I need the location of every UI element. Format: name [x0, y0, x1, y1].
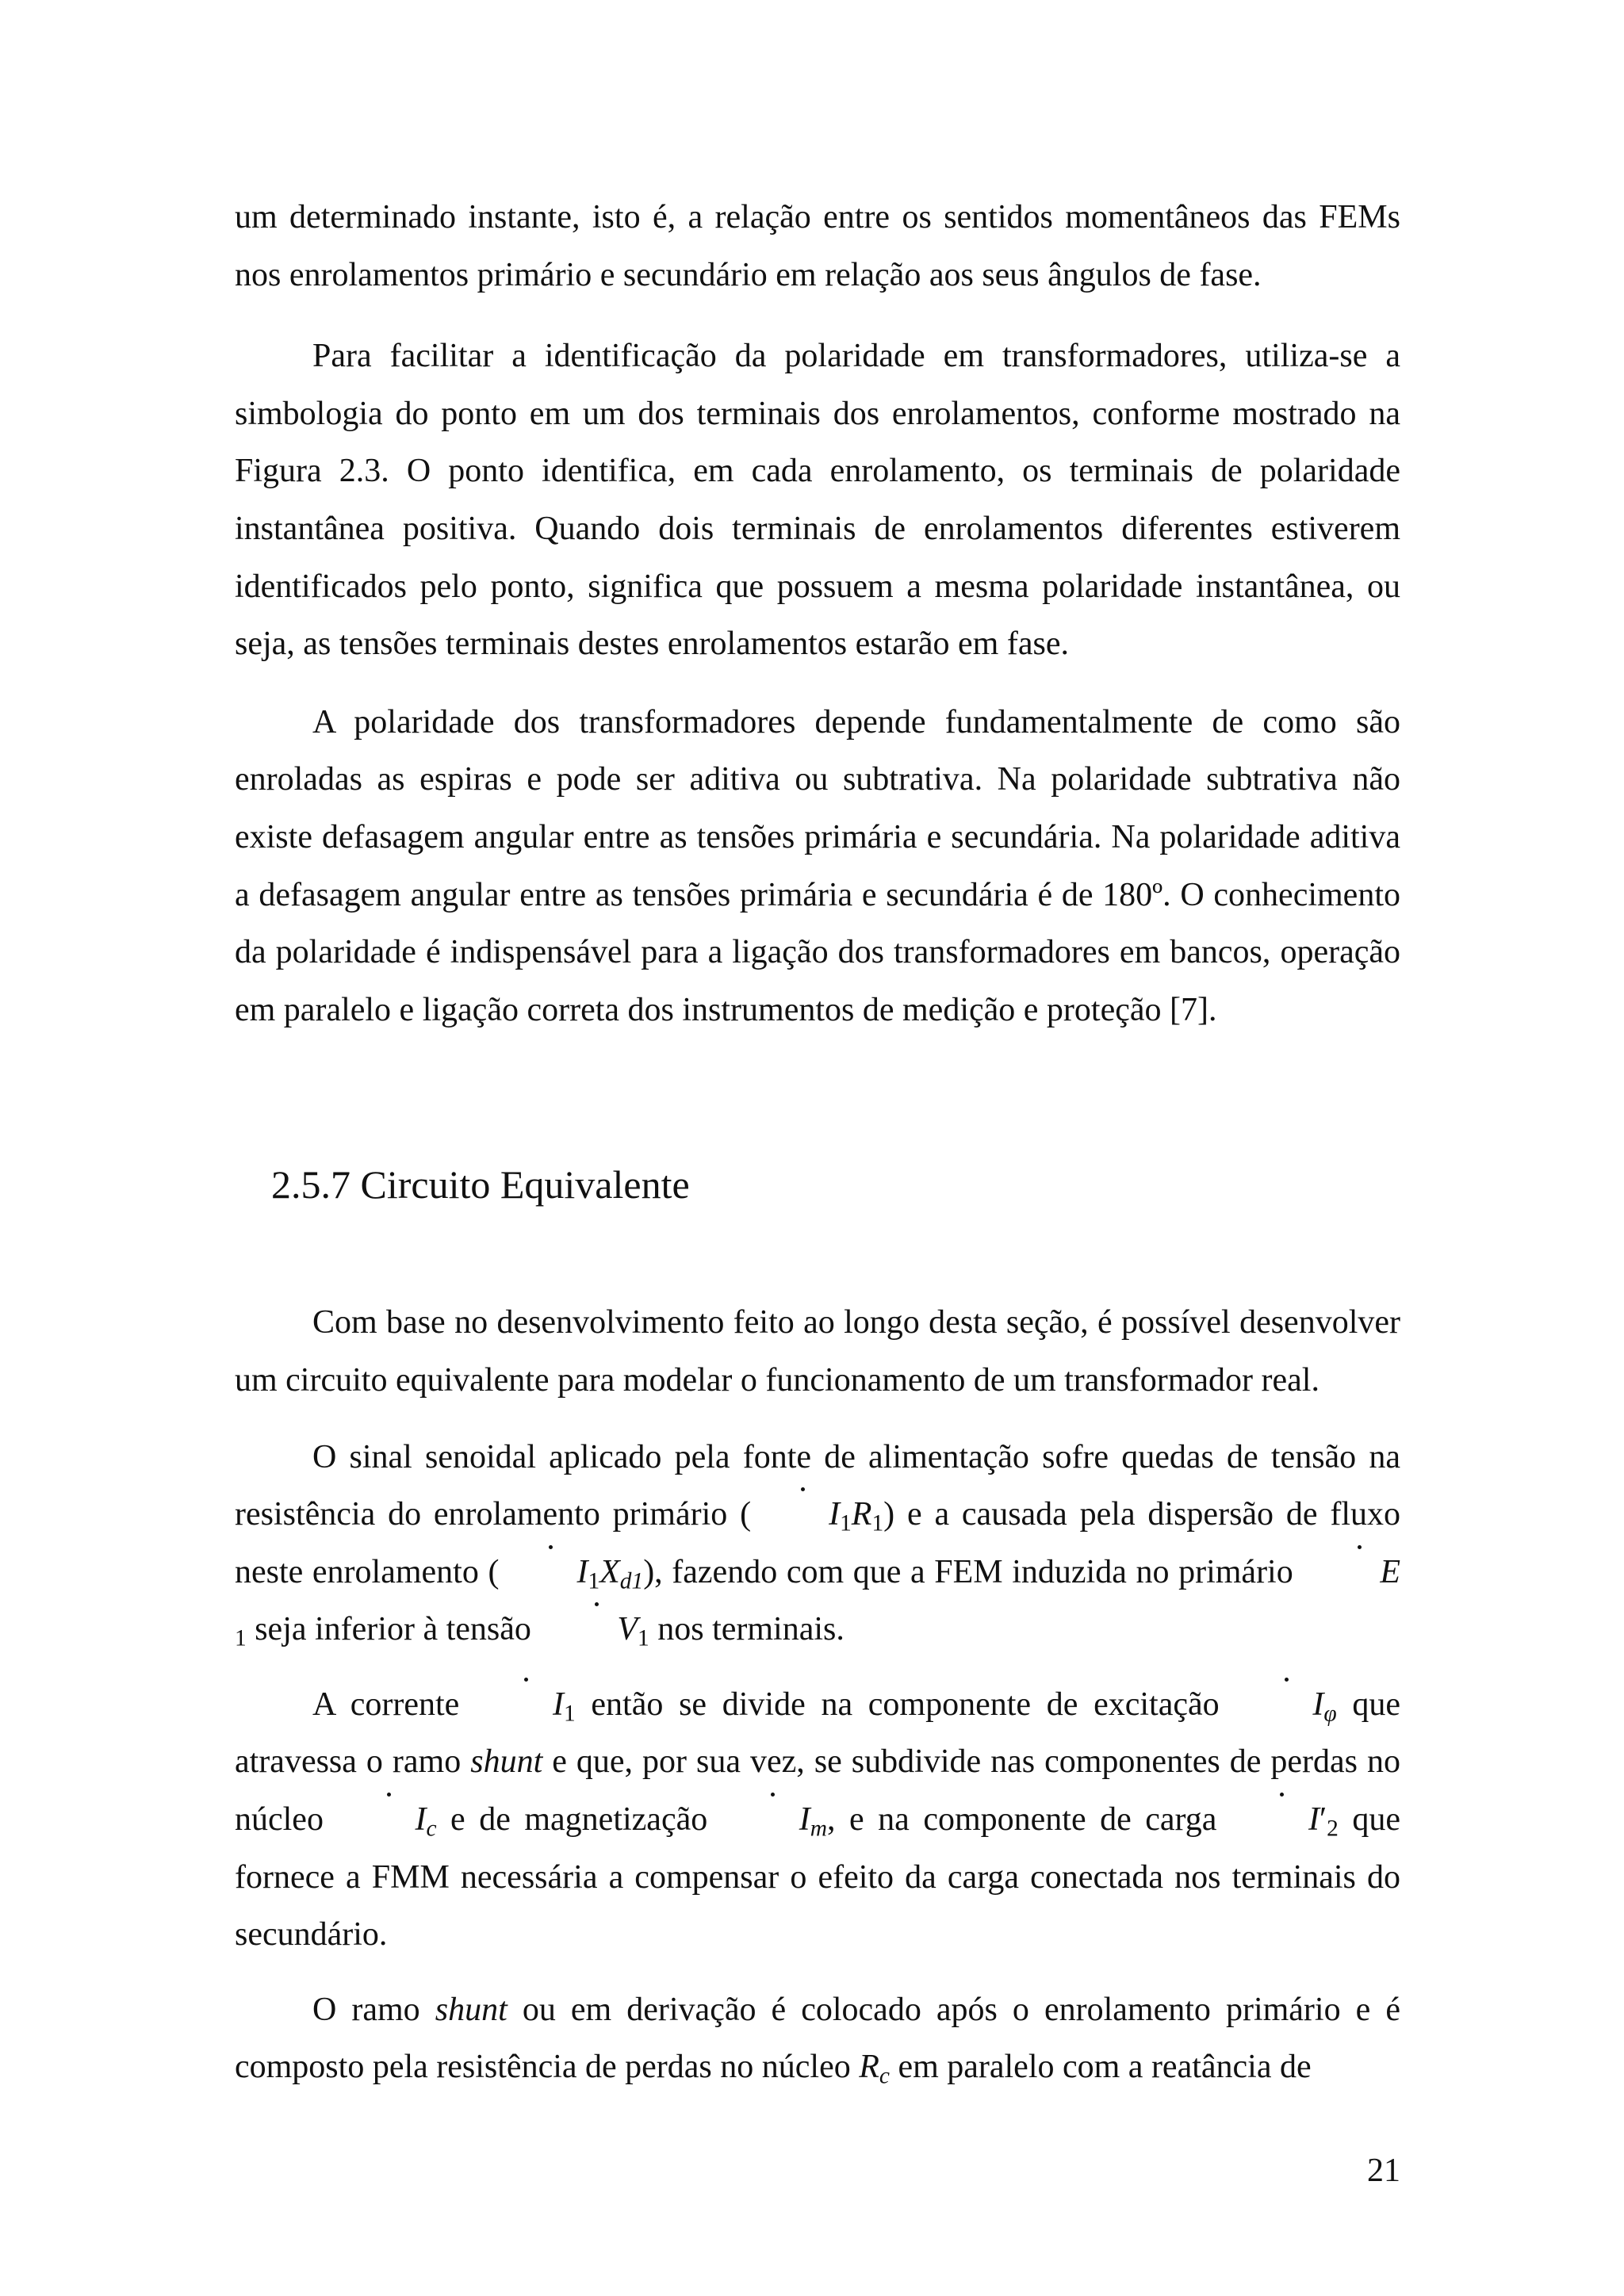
shunt-term: shunt: [435, 1991, 508, 2028]
paragraph-1: um determinado instante, isto é, a relação entre os sentidos momentâneos das FEMs nos enrolamentos primário e secundário em relação aos seus ângulos de fase.: [235, 199, 1400, 293]
magnetizing-current-symbol: I: [722, 1791, 810, 1849]
core-resistance-symbol: R: [859, 2049, 879, 2086]
resistance-symbol: R: [851, 1496, 872, 1533]
current-symbol: I: [499, 1544, 588, 1601]
paragraph-7: O ramo shunt ou em derivação é colocado após o enrolamento primário e é composto pela resistência de perdas no núcleo $R_c$ em paralelo com a reatância de: [235, 1991, 1400, 2089]
section-heading: 2.5.7 Circuito Equivalente: [271, 1162, 690, 1207]
shunt-term: shunt: [470, 1743, 543, 1781]
reactance-symbol: X: [599, 1553, 620, 1590]
paragraph-4: Com base no desenvolvimento feito ao longo desta seção, é possível desenvolver um circuito equivalente para modelar o funcionamento de um transformador real.: [235, 1304, 1400, 1399]
emf-symbol: E: [1302, 1544, 1400, 1601]
current-symbol: I: [751, 1486, 840, 1544]
core-loss-current-symbol: I: [337, 1791, 426, 1849]
load-current-symbol: I: [1231, 1791, 1320, 1849]
page-content: [235, 189, 1400, 2096]
current-symbol: I: [475, 1676, 564, 1734]
page-number: 21: [1367, 2152, 1400, 2189]
paragraph-2: Para facilitar a identificação da polaridade em transformadores, utiliza-se a simbologia do ponto em um dos terminais dos enrolamentos, conforme mostrado na Figura 2.3. O ponto identifica, em cada enrolamento, os terminais de polaridade instantânea positiva. Quando dois terminais de enrolamentos diferentes estiverem identificados pelo ponto, significa que possuem a mesma polaridade instantânea, ou seja, as tensões terminais destes enrolamentos estarão em fase.: [235, 338, 1400, 663]
paragraph-3: A polaridade dos transformadores depende fundamentalmente de como são enroladas as espiras e pode ser aditiva ou subtrativa. Na polaridade subtrativa não existe defasagem angular entre as tensões primária e secundária. Na polaridade aditiva a defasagem angular entre as tensões primária e secundária é de 180º. O conhecimento da polaridade é indispensável para a ligação dos transformadores em bancos, operação em paralelo e ligação correta dos instrumentos de medição e proteção [7].: [235, 703, 1400, 1028]
paragraph-5: O sinal senoidal aplicado pela fonte de alimentação sofre quedas de tensão na resistência do enrolamento primário ( $I_1R_1$) e a causada pela dispersão de fluxo neste enrolamento ( $I_1X_{d1}$), fazendo com que a FEM induzida no primário $E_1$ seja inferior à tensão $V_1$ nos terminais.: [235, 1429, 1400, 1659]
paragraph-6: A corrente $I_1$ então se divide na componente de excitação $I_\varphi$ que atravessa o ramo shunt e que, por sua vez, se subdivide nas componentes de perdas no núcleo $I_c$ e de magnetização $I_m$, e na componente de carga $I'_2$ que fornece a FMM necessária a compensar o efeito da carga conectada nos terminais do secundário.: [235, 1676, 1400, 1964]
excitation-current-symbol: I: [1235, 1676, 1323, 1734]
voltage-symbol: V: [539, 1601, 638, 1659]
